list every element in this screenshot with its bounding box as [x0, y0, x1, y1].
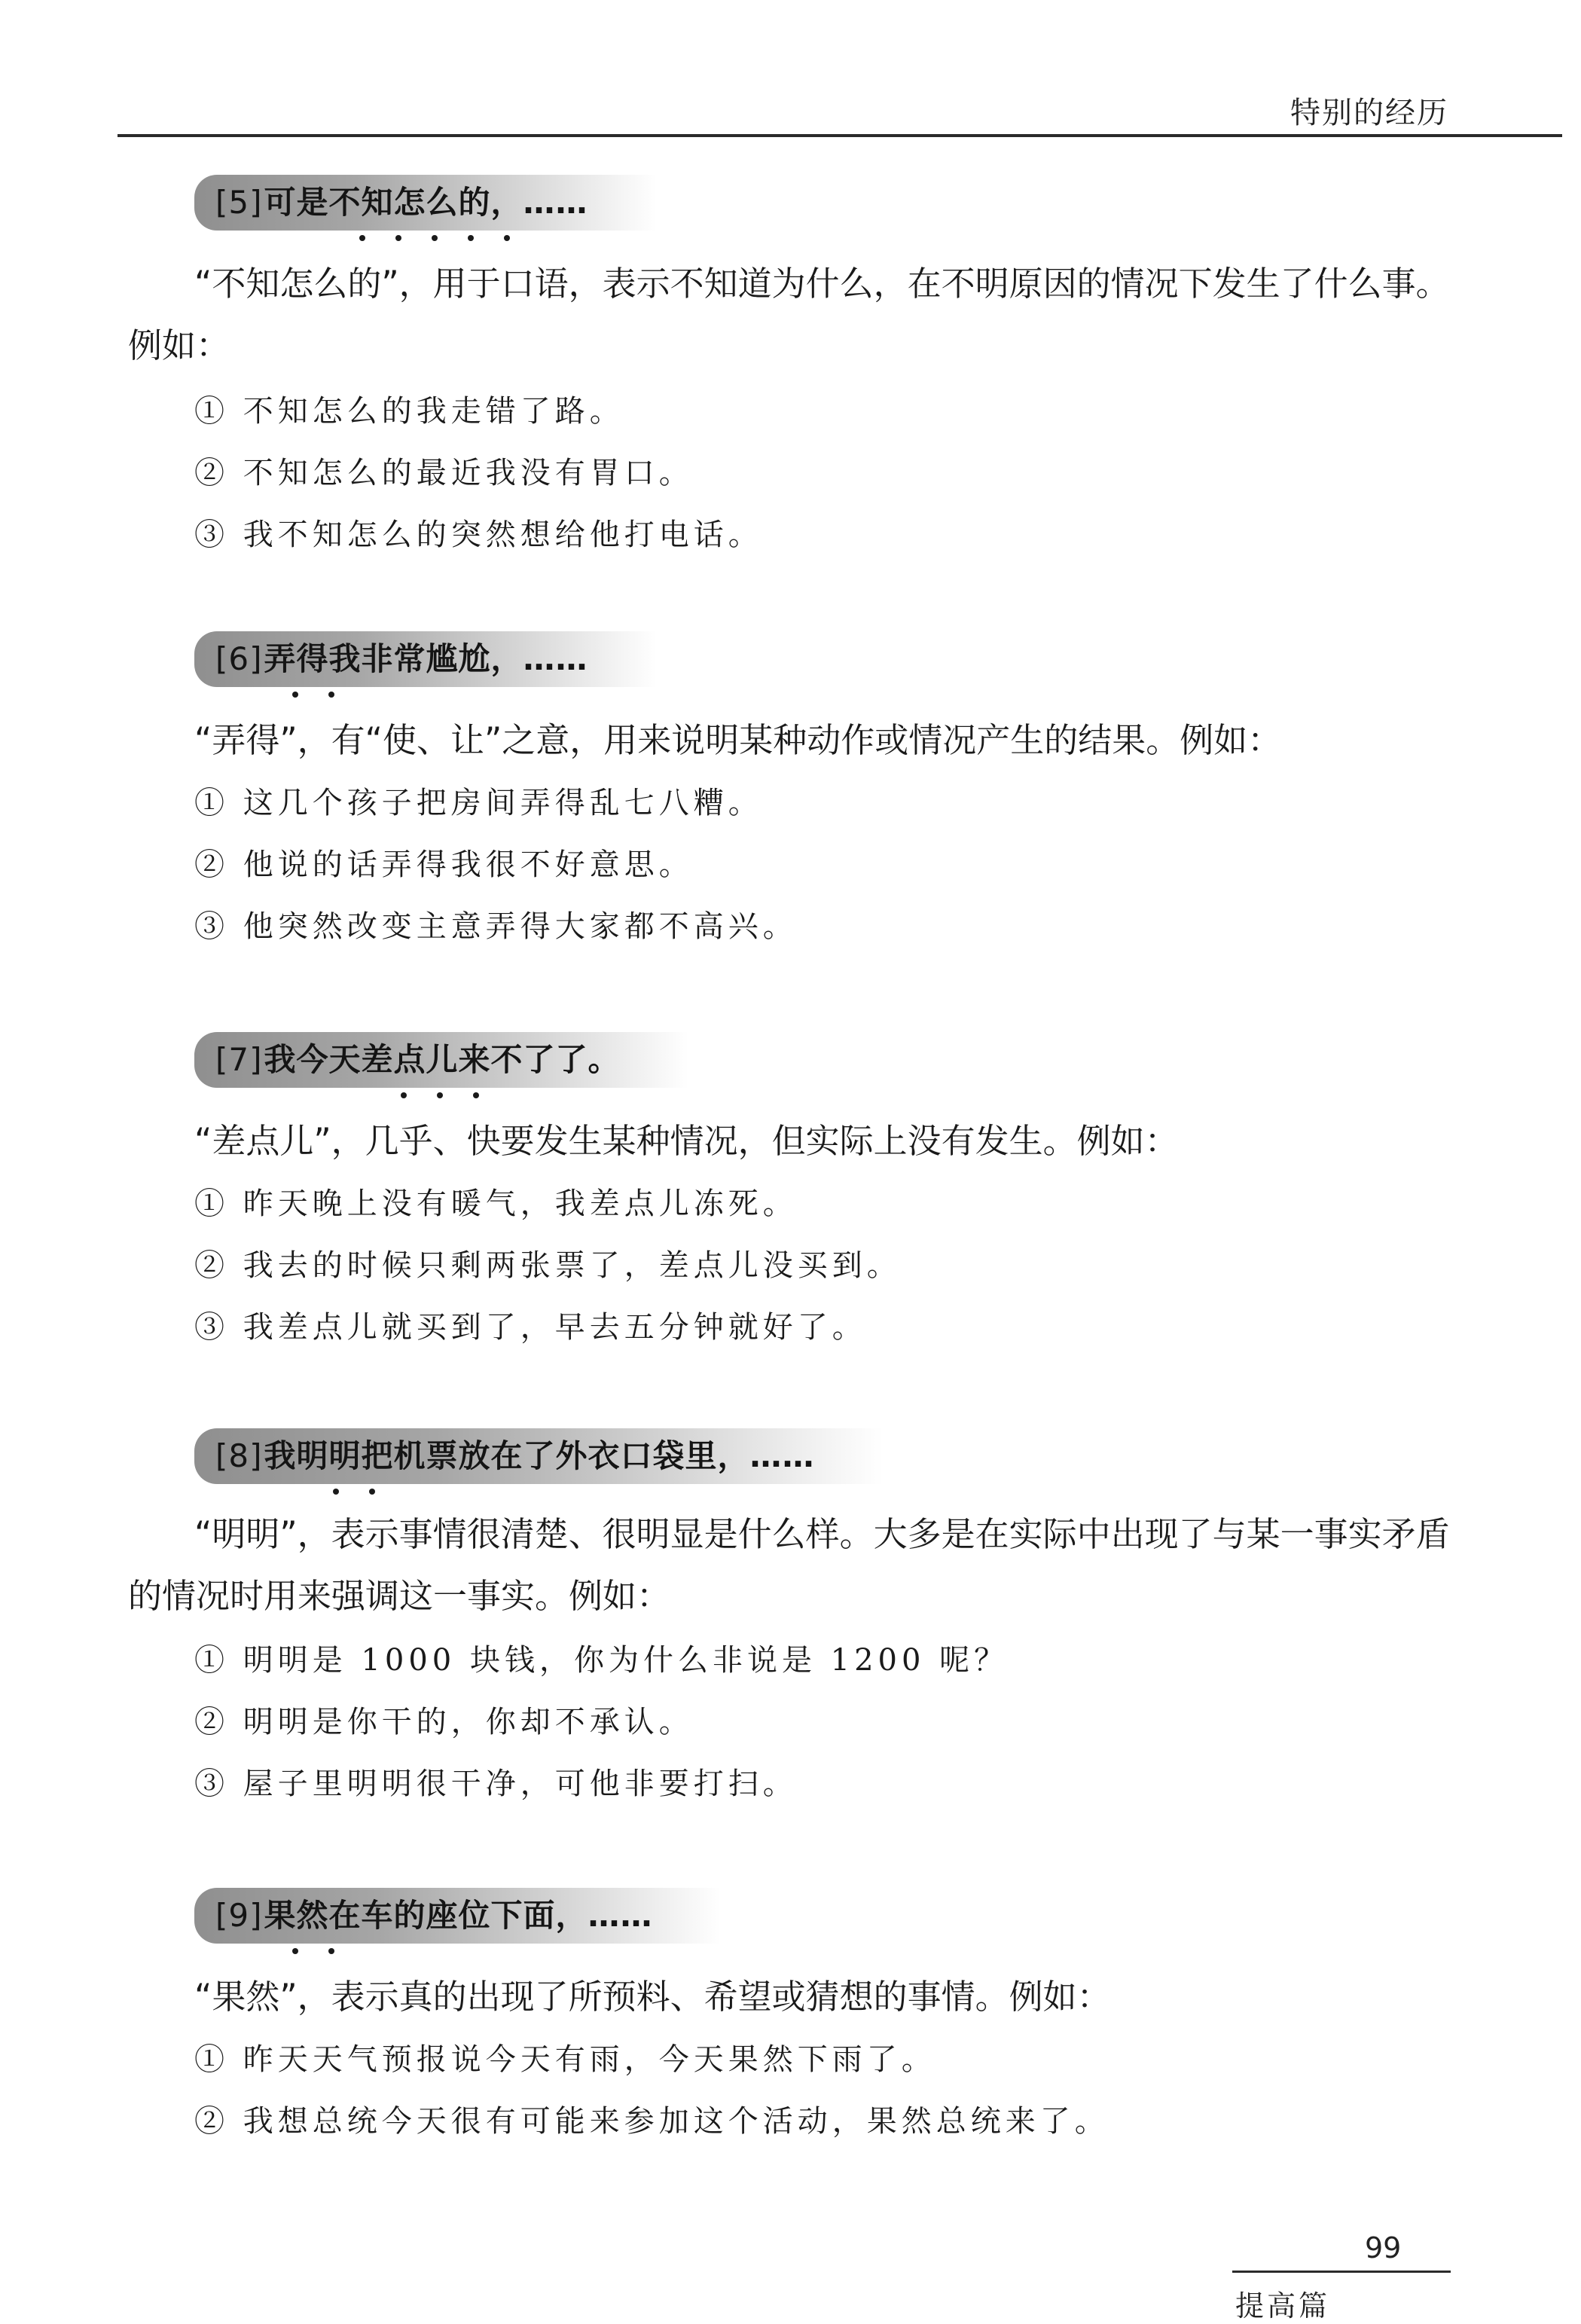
- header-rule: [118, 134, 1562, 137]
- section-heading: [194, 631, 656, 687]
- section-title: 弄得我非常尴尬，……: [264, 640, 588, 677]
- example-sentence: ③ 他突然改变主意弄得大家都不高兴。: [194, 909, 798, 944]
- section-title: 果然在车的座位下面，……: [264, 1897, 653, 1934]
- example-sentence: ② 不知怎么的最近我没有胃口。: [194, 456, 694, 490]
- explanation-text: “弄得”，有“使、让”之意，用来说明某种动作或情况产生的结果。例如：: [194, 720, 1282, 760]
- explanation-text: “不知怎么的”，用于口语，表示不知道为什么，在不明原因的情况下发生了什么事。例如：: [128, 264, 1450, 365]
- explanation-text: “明明”，表示事情很清楚、很明显是什么样。大多是在实际中出现了与某一事实矛盾的情况时用来强调这一事实。例如：: [128, 1514, 1450, 1616]
- section-number: [9]: [215, 1897, 263, 1934]
- example-sentence: ③ 我差点儿就买到了，早去五分钟就好了。: [194, 1310, 867, 1345]
- explanation-text: “果然”，表示真的出现了所预料、希望或猜想的事情。例如：: [194, 1977, 1111, 2017]
- example-sentence: ③ 屋子里明明很干净，可他非要打扫。: [194, 1767, 798, 1801]
- section-number: [5]: [215, 184, 263, 221]
- section-number: [6]: [215, 640, 263, 677]
- example-sentence: ① 不知怎么的我走错了路。: [194, 394, 624, 429]
- example-sentence: ① 这几个孩子把房间弄得乱七八糟。: [194, 786, 763, 820]
- section-heading: [194, 1888, 721, 1944]
- example-sentence: ① 昨天天气预报说今天有雨，今天果然下雨了。: [194, 2042, 936, 2077]
- footer-section-label: 提高篇: [1235, 2289, 1331, 2322]
- example-sentence: ③ 我不知怎么的突然想给他打电话。: [194, 518, 763, 552]
- example-sentence: ② 我想总统今天很有可能来参加这个活动，果然总统来了。: [194, 2104, 1109, 2139]
- section-title: 可是不知怎么的，……: [264, 184, 588, 221]
- example-sentence: ② 明明是你干的，你却不承认。: [194, 1705, 694, 1739]
- section-title: 我明明把机票放在了外衣口袋里，……: [264, 1437, 815, 1474]
- page-number: 99: [1365, 2231, 1402, 2264]
- section-heading: [194, 1428, 883, 1484]
- section-heading: [194, 1032, 688, 1088]
- section-number: [7]: [215, 1041, 263, 1078]
- section-title: 我今天差点儿来不了了。: [264, 1041, 621, 1078]
- explanation-text: “差点儿”，几乎、快要发生某种情况，但实际上没有发生。例如：: [194, 1121, 1179, 1161]
- example-sentence: ② 他说的话弄得我很不好意思。: [194, 847, 694, 882]
- chapter-title: 特别的经历: [1290, 96, 1448, 130]
- example-sentence: ① 明明是 1000 块钱，你为什么非说是 1200 呢？: [194, 1643, 1009, 1678]
- example-sentence: ② 我去的时候只剩两张票了，差点儿没买到。: [194, 1248, 902, 1283]
- footer-rule: [1232, 2271, 1451, 2273]
- section-number: [8]: [215, 1437, 263, 1474]
- example-sentence: ① 昨天晚上没有暖气，我差点儿冻死。: [194, 1186, 798, 1221]
- section-heading: [194, 175, 656, 231]
